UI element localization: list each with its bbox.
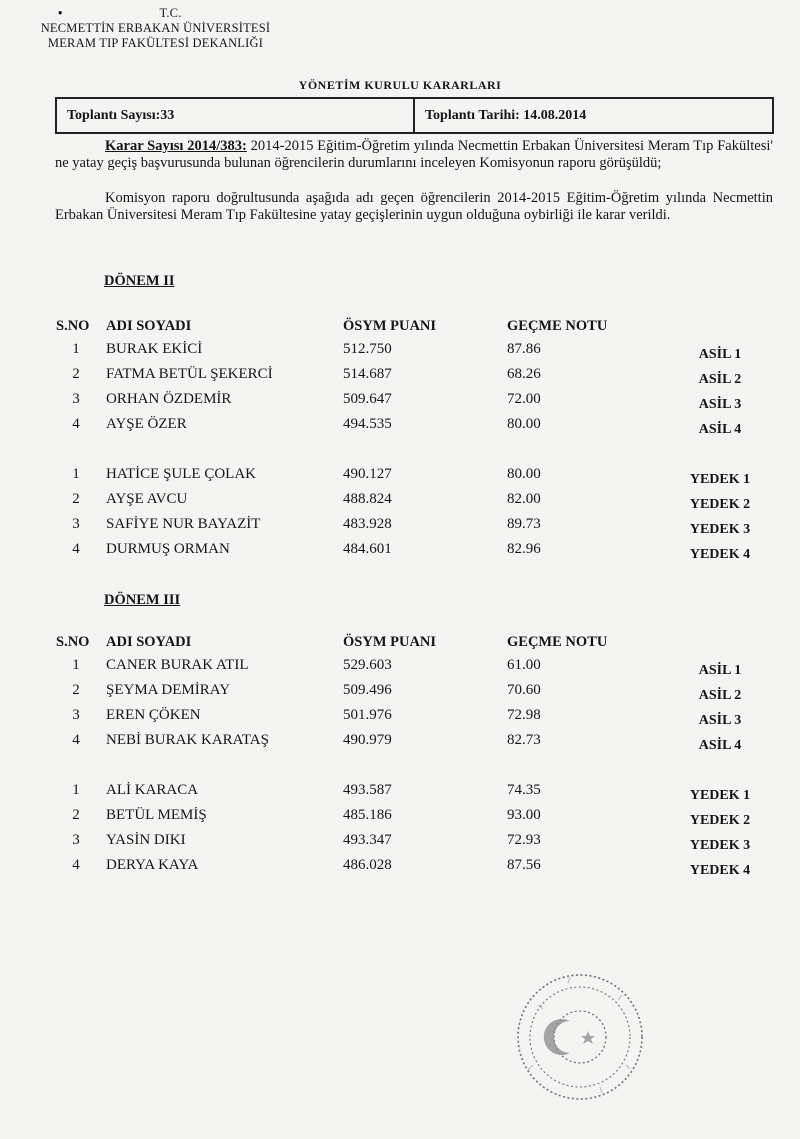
passing-grade: 61.00 — [507, 657, 541, 673]
passing-grade: 82.96 — [507, 541, 541, 557]
column-header-gecme: GEÇME NOTU — [507, 318, 608, 334]
passing-grade: 80.00 — [507, 466, 541, 482]
status-label: YEDEK 1 — [689, 472, 751, 487]
row-number: 2 — [72, 366, 80, 382]
row-number: 4 — [72, 732, 80, 748]
table-header-row — [0, 634, 800, 654]
table-row — [0, 732, 800, 752]
status-label: ASİL 2 — [698, 372, 742, 387]
table-row — [0, 657, 800, 677]
row-number: 1 — [72, 341, 80, 357]
section-title: DÖNEM II — [104, 273, 175, 289]
student-name: ŞEYMA DEMİRAY — [106, 682, 231, 698]
document-title: YÖNETİM KURULU KARARLARI — [298, 78, 502, 92]
section-title: DÖNEM III — [104, 592, 181, 608]
osym-score: 501.976 — [343, 707, 392, 723]
osym-score: 493.347 — [343, 832, 392, 848]
status-label: ASİL 1 — [698, 347, 742, 362]
header-university: NECMETTİN ERBAKAN ÜNİVERSİTESİ — [40, 21, 271, 35]
column-header-name: ADI SOYADI — [106, 318, 192, 334]
osym-score: 490.979 — [343, 732, 392, 748]
osym-score: 490.127 — [343, 466, 392, 482]
table-row — [0, 807, 800, 827]
row-number: 1 — [72, 466, 80, 482]
meeting-number: Toplantı Sayısı:33 — [57, 99, 415, 132]
passing-grade: 89.73 — [507, 516, 541, 532]
student-name: NEBİ BURAK KARATAŞ — [106, 732, 269, 748]
row-number: 3 — [72, 391, 80, 407]
decision-text-1: 2014-2015 Eğitim-Öğretim yılında Necmettin Erbakan Üniversitesi Meram Tıp Fakültesi' ne yatay geçiş başvurusunda bulunan öğrencilerin durumlarını inceleyen Komisyonun raporu görüşüldü; — [55, 138, 773, 171]
passing-grade: 87.86 — [507, 341, 541, 357]
meeting-info-box — [55, 97, 774, 134]
header-faculty: MERAM TIP FAKÜLTESİ DEKANLIĞI — [47, 36, 264, 50]
status-label: YEDEK 4 — [689, 547, 751, 562]
osym-score: 529.603 — [343, 657, 392, 673]
table-row — [0, 682, 800, 702]
student-name: CANER BURAK ATIL — [106, 657, 249, 673]
column-header-osym: ÖSYM PUANI — [343, 634, 437, 650]
osym-score: 514.687 — [343, 366, 392, 382]
institution-header — [28, 6, 283, 51]
passing-grade: 72.00 — [507, 391, 541, 407]
status-label: YEDEK 2 — [689, 497, 751, 512]
table-row — [0, 516, 800, 536]
table-row — [0, 541, 800, 561]
student-name: DURMUŞ ORMAN — [106, 541, 230, 557]
passing-grade: 93.00 — [507, 807, 541, 823]
header-tc: T.C. — [159, 6, 182, 20]
table-row — [0, 707, 800, 727]
decision-number-label: Karar Sayısı 2014/383: — [105, 138, 247, 154]
passing-grade: 72.93 — [507, 832, 541, 848]
student-name: BETÜL MEMİŞ — [106, 807, 207, 823]
passing-grade: 82.00 — [507, 491, 541, 507]
passing-grade: 80.00 — [507, 416, 541, 432]
osym-score: 509.647 — [343, 391, 392, 407]
status-label: ASİL 4 — [698, 422, 742, 437]
status-label: YEDEK 1 — [689, 788, 751, 803]
osym-score: 483.928 — [343, 516, 392, 532]
status-label: ASİL 2 — [698, 688, 742, 703]
table-row — [0, 491, 800, 511]
passing-grade: 87.56 — [507, 857, 541, 873]
table-row — [0, 857, 800, 877]
student-name: DERYA KAYA — [106, 857, 199, 873]
table-row — [0, 366, 800, 386]
status-label: ASİL 3 — [698, 713, 742, 728]
osym-score: 494.535 — [343, 416, 392, 432]
student-name: SAFİYE NUR BAYAZİT — [106, 516, 261, 532]
decision-paragraph-1 — [55, 138, 773, 172]
student-name: ORHAN ÖZDEMİR — [106, 391, 232, 407]
row-number: 3 — [72, 516, 80, 532]
osym-score: 512.750 — [343, 341, 392, 357]
column-header-osym: ÖSYM PUANI — [343, 318, 437, 334]
osym-score: 488.824 — [343, 491, 392, 507]
student-name: AYŞE AVCU — [106, 491, 188, 507]
status-label: ASİL 3 — [698, 397, 742, 412]
status-label: YEDEK 2 — [689, 813, 751, 828]
row-number: 1 — [72, 657, 80, 673]
osym-score: 484.601 — [343, 541, 392, 557]
column-header-name: ADI SOYADI — [106, 634, 192, 650]
column-header-sno: S.NO — [56, 318, 90, 334]
row-number: 2 — [72, 807, 80, 823]
row-number: 1 — [72, 782, 80, 798]
header-bullet: • — [58, 6, 63, 20]
row-number: 4 — [72, 541, 80, 557]
status-label: ASİL 1 — [698, 663, 742, 678]
status-label: YEDEK 3 — [689, 838, 751, 853]
row-number: 2 — [72, 682, 80, 698]
table-row — [0, 832, 800, 852]
osym-score: 493.587 — [343, 782, 392, 798]
status-label: YEDEK 3 — [689, 522, 751, 537]
passing-grade: 70.60 — [507, 682, 541, 698]
osym-score: 509.496 — [343, 682, 392, 698]
column-header-sno: S.NO — [56, 634, 90, 650]
student-name: FATMA BETÜL ŞEKERCİ — [106, 366, 273, 382]
student-name: ALİ KARACA — [106, 782, 199, 798]
student-name: HATİCE ŞULE ÇOLAK — [106, 466, 256, 482]
passing-grade: 82.73 — [507, 732, 541, 748]
official-seal-icon — [508, 965, 658, 1105]
meeting-date: Toplantı Tarihi: 14.08.2014 — [425, 107, 587, 123]
table-row — [0, 341, 800, 361]
osym-score: 486.028 — [343, 857, 392, 873]
status-label: ASİL 4 — [698, 738, 742, 753]
passing-grade: 74.35 — [507, 782, 541, 798]
row-number: 2 — [72, 491, 80, 507]
student-name: AYŞE ÖZER — [106, 416, 187, 432]
row-number: 3 — [72, 832, 80, 848]
row-number: 4 — [72, 416, 80, 432]
table-row — [0, 782, 800, 802]
table-row — [0, 466, 800, 486]
passing-grade: 72.98 — [507, 707, 541, 723]
student-name: YASİN DIKI — [106, 832, 186, 848]
table-header-row — [0, 318, 800, 338]
student-name: BURAK EKİCİ — [106, 341, 203, 357]
table-row — [0, 416, 800, 436]
row-number: 3 — [72, 707, 80, 723]
decision-paragraph-2: Komisyon raporu doğrultusunda aşağıda adı geçen öğrencilerin 2014-2015 Eğitim-Öğretim yılında Necmettin Erbakan Üniversitesi Meram Tıp Fakültesine yatay geçişlerinin uygun olduğuna oybirliği ile karar verildi. — [55, 190, 773, 223]
status-label: YEDEK 4 — [689, 863, 751, 878]
table-row — [0, 391, 800, 411]
passing-grade: 68.26 — [507, 366, 541, 382]
osym-score: 485.186 — [343, 807, 392, 823]
row-number: 4 — [72, 857, 80, 873]
student-name: EREN ÇÖKEN — [106, 707, 201, 723]
column-header-gecme: GEÇME NOTU — [507, 634, 608, 650]
